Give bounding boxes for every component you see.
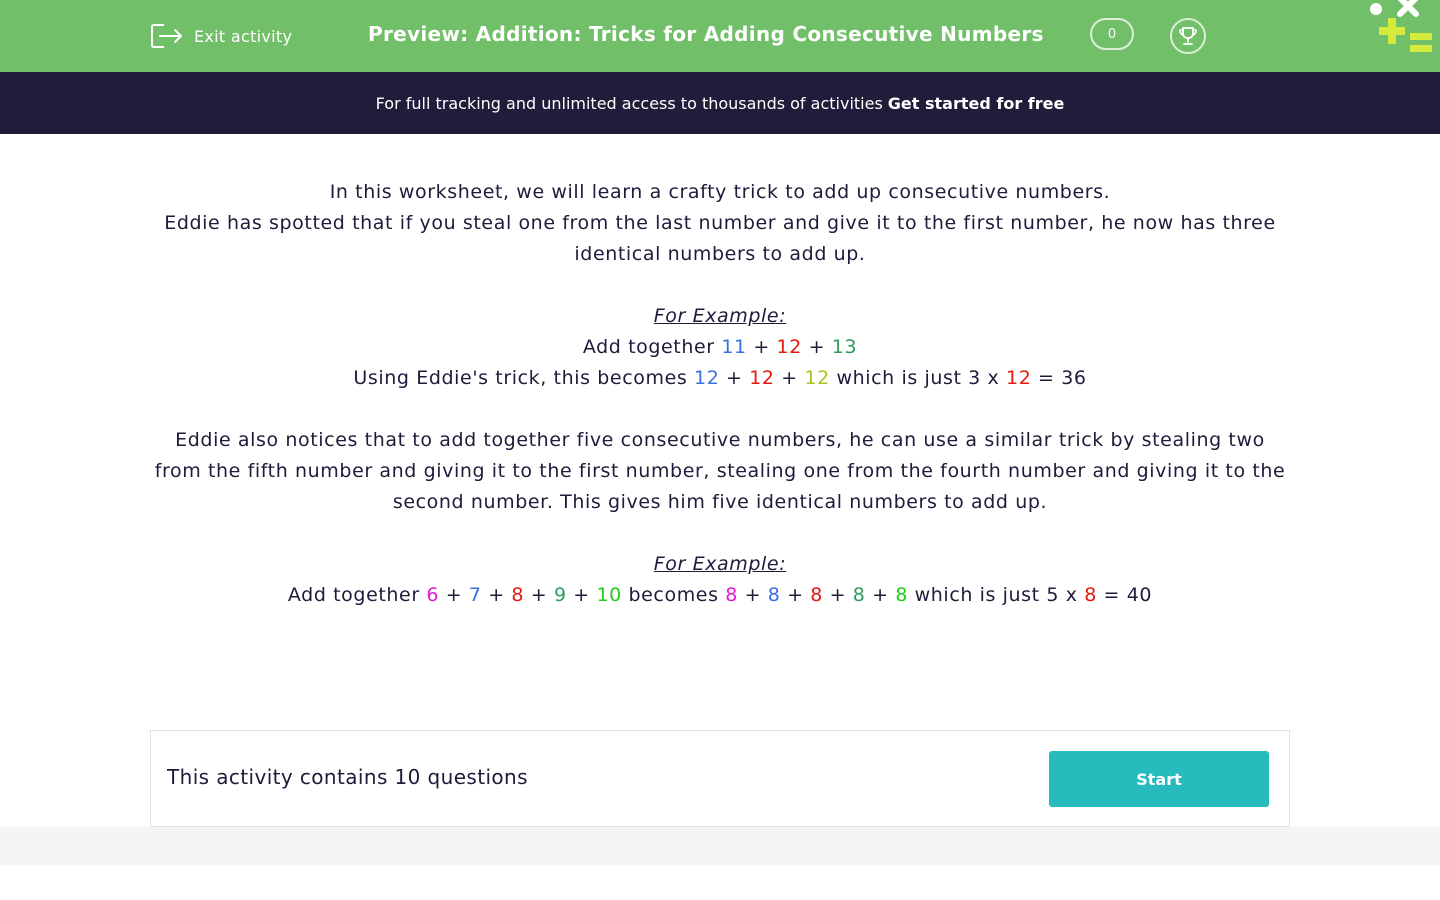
exit-activity-button[interactable]: [150, 22, 292, 50]
exit-icon: [150, 22, 184, 50]
trophy-button[interactable]: [1170, 18, 1206, 54]
trophy-icon: [1177, 25, 1199, 47]
get-started-link[interactable]: Get started for free: [887, 93, 1065, 113]
intro-line-2: Eddie has spotted that if you steal one from the last number and give it to the first number, he now has three identical numbers to add up.: [164, 212, 1276, 265]
top-bar: [0, 0, 1440, 72]
upgrade-banner: [0, 72, 1440, 134]
intro-line-1: In this worksheet, we will learn a crafty trick to add up consecutive numbers.: [329, 181, 1111, 203]
activity-question-count: This activity contains 10 questions: [167, 765, 528, 789]
example-heading: For Example:: [653, 305, 787, 327]
example2-line: Add together 6 + 7 + 8 + 9 + 10 becomes 8 + 8 + 8 + 8 + 8 which is just 5 x 8 = 40: [287, 584, 1153, 606]
exit-label: Exit activity: [194, 26, 293, 46]
example-heading-2: For Example:: [653, 553, 787, 575]
footer-band: [0, 827, 1440, 865]
paragraph-2: Eddie also notices that to add together five consecutive numbers, he can use a similar trick by stealing two from the fifth number and giving it to the first number, stealing one from the fourth number and giving it to the second number. This gives him five identical numbers to add up.: [154, 429, 1286, 513]
example1-line1: Add together 11 + 12 + 13: [582, 336, 858, 358]
logo-icon: [1368, 0, 1440, 60]
score-badge: 0: [1090, 18, 1134, 50]
example1-line2: Using Eddie's trick, this becomes 12 + 12 + 12 which is just 3 x 12 = 36: [353, 367, 1087, 389]
page-title: Preview: Addition: Tricks for Adding Consecutive Numbers: [368, 22, 1044, 46]
activity-card: [150, 730, 1290, 827]
worksheet-intro: [150, 177, 1290, 611]
banner-text: For full tracking and unlimited access to thousands of activities: [375, 93, 883, 113]
start-button[interactable]: Start: [1049, 751, 1269, 807]
